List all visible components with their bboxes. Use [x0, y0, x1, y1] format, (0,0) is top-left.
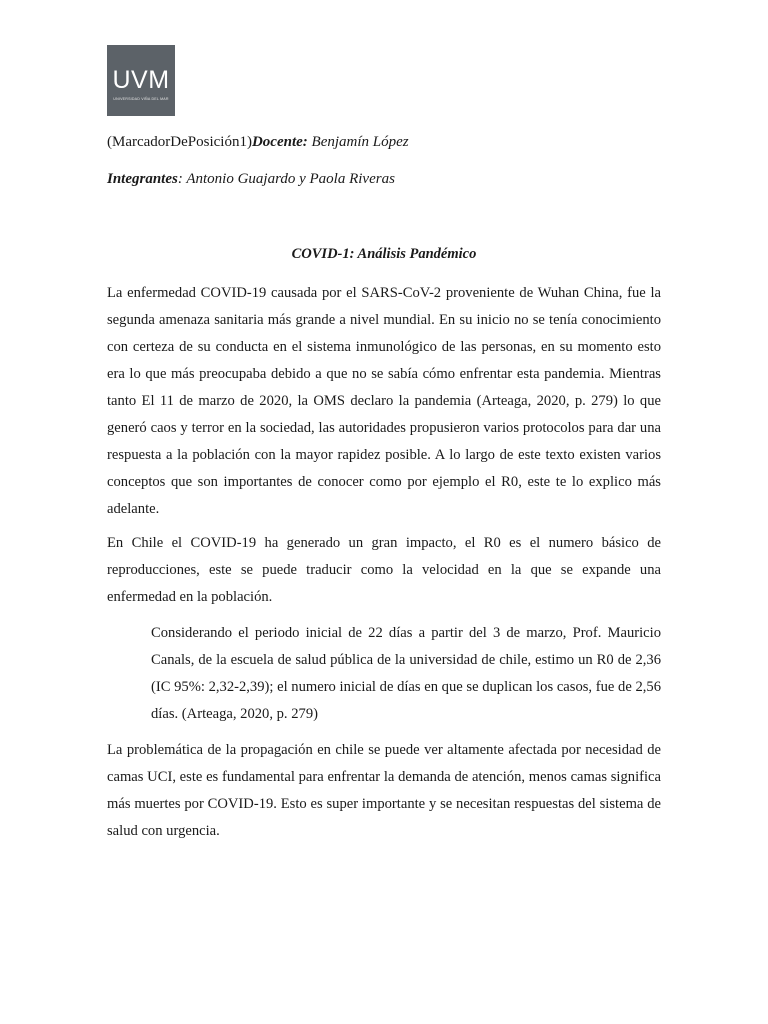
block-quote: Considerando el periodo inicial de 22 días a partir del 3 de marzo, Prof. Mauricio Canals, de la escuela de salud pública de la universidad de chile, estimo un R0 de 2,36 (IC 95%: 2,32-2,39); el numero inicial de días en que se duplican los casos, fue de 2,56 días. (Arteaga, 2020, p. 279): [151, 625, 661, 722]
docente-line: [107, 134, 409, 151]
integrantes-line: [107, 171, 395, 188]
placeholder-text: (MarcadorDePosición1): [107, 134, 252, 150]
docente-name: Benjamín López: [307, 134, 409, 150]
logo-subtitle: UNIVERSIDAD VIÑA DEL MAR: [113, 96, 169, 101]
logo-text: UVM: [112, 65, 170, 94]
paragraph-intro: La enfermedad COVID-19 causada por el SARS-CoV-2 proveniente de Wuhan China, fue la segunda amenaza sanitaria más grande a nivel mundial. En su inicio no se tenía conocimiento con certeza de su conducta en el sistema inmunológico de las personas, en su momento esto era lo que más preocupaba debido a que no se sabía cómo enfrentar esta pandemia. Mientras tanto El 11 de marzo de 2020, la OMS declaro la pandemia (Arteaga, 2020, p. 279) lo que generó caos y terror en la sociedad, las autoridades propusieron varios protocolos para dar una respuesta a la población con la mayor rapidez posible. A lo largo de este texto existen varios conceptos que son importantes de conocer como por ejemplo el R0, este te lo explico más adelante.: [107, 285, 661, 517]
docente-label: Docente:: [251, 134, 308, 150]
uvm-logo: [107, 45, 175, 116]
paragraph-uci: La problemática de la propagación en chile se puede ver altamente afectada por necesidad de camas UCI, este es fundamental para enfrentar la demanda de atención, menos camas significa más muertes por COVID-19. Esto es super importante y se necesitan respuestas del sistema de salud con urgencia.: [107, 742, 661, 839]
paragraph-chile: En Chile el COVID-19 ha generado un gran impacto, el R0 es el numero básico de reproducciones, este se puede traducir como la velocidad en la que se expande una enfermedad en la población.: [107, 535, 661, 605]
integrantes-label: Integrantes: [107, 171, 178, 187]
document-title: COVID-1: Análisis Pandémico: [291, 246, 477, 262]
integrantes-names: : Antonio Guajardo y Paola Riveras: [177, 171, 395, 187]
